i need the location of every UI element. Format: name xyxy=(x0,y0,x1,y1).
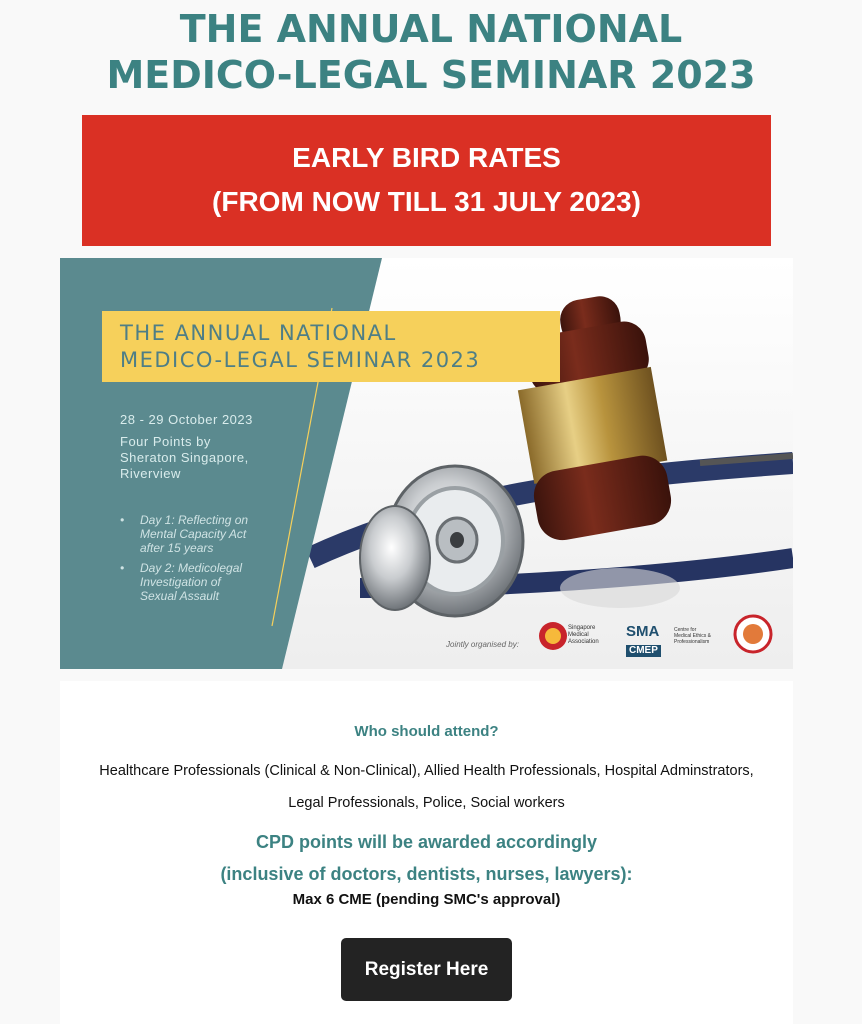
sma-line-2: Medical xyxy=(568,632,589,638)
day2-line-1: • Day 2: Medicolegal xyxy=(140,561,243,575)
banner-venue-line-1: Four Points by xyxy=(120,434,211,449)
sma-line-3: Association xyxy=(568,639,599,645)
banner-venue-line-2: Sheraton Singapore, xyxy=(120,450,249,465)
cme-text: Max 6 CME (pending SMC's approval) xyxy=(292,891,561,908)
banner-title xyxy=(102,311,560,382)
page-title xyxy=(0,6,862,98)
banner-programme xyxy=(118,513,288,609)
sma-line-1: Singapore xyxy=(568,625,596,631)
early-bird-line-1: EARLY BIRD RATES xyxy=(292,142,561,173)
audience-line-1: Healthcare Professionals (Clinical & Non-Clinical), Allied Health Professionals, Hospital Adminstrators, xyxy=(99,763,754,779)
sma-logo-text xyxy=(568,625,599,646)
early-bird-banner xyxy=(82,115,771,246)
cmep-logo-sma: SMA xyxy=(626,623,660,640)
day1-line-2: Mental Capacity Act xyxy=(140,527,247,541)
cmep-logo xyxy=(626,623,711,658)
who-should-attend-heading: Who should attend? xyxy=(354,723,499,740)
banner-venue-line-3: Riverview xyxy=(120,466,181,481)
jointly-organised-label: Jointly organised by: xyxy=(446,640,519,649)
cmep-logo-box: CMEP xyxy=(626,645,661,657)
register-button[interactable]: Register Here xyxy=(341,938,512,1001)
title-line-1: THE ANNUAL NATIONAL xyxy=(179,7,683,51)
title-line-2: MEDICO-LEGAL SEMINAR 2023 xyxy=(106,53,756,97)
banner-title-line-1: THE ANNUAL NATIONAL xyxy=(120,321,397,345)
day1-line-1: • Day 1: Reflecting on xyxy=(140,513,249,527)
seminar-banner-image xyxy=(60,258,793,669)
cpd-line-2: (inclusive of doctors, dentists, nurses, lawyers): xyxy=(220,864,633,884)
cmep-desc-line-2: Medical Ethics & xyxy=(674,633,711,639)
banner-day-1 xyxy=(118,513,288,555)
audience-line-2: Legal Professionals, Police, Social workers xyxy=(288,795,565,811)
cpd-text xyxy=(60,826,793,890)
audience-text xyxy=(60,755,793,819)
banner-event-info xyxy=(120,412,253,482)
cmep-desc-line-3: Professionalism xyxy=(674,639,710,645)
day2-line-3: Sexual Assault xyxy=(140,589,219,603)
cmep-desc-line-1: Centre for xyxy=(674,627,697,633)
details-panel xyxy=(60,681,793,1024)
day2-line-2: Investigation of xyxy=(140,575,221,589)
cmep-logo-desc xyxy=(674,627,724,645)
banner-date: 28 - 29 October 2023 xyxy=(120,412,253,427)
day1-line-3: after 15 years xyxy=(140,541,214,555)
cpd-line-1: CPD points will be awarded accordingly xyxy=(255,832,598,852)
banner-day-2 xyxy=(118,561,288,603)
early-bird-line-2: (FROM NOW TILL 31 JULY 2023) xyxy=(212,186,641,217)
banner-title-line-2: MEDICO-LEGAL SEMINAR 2023 xyxy=(120,348,481,372)
